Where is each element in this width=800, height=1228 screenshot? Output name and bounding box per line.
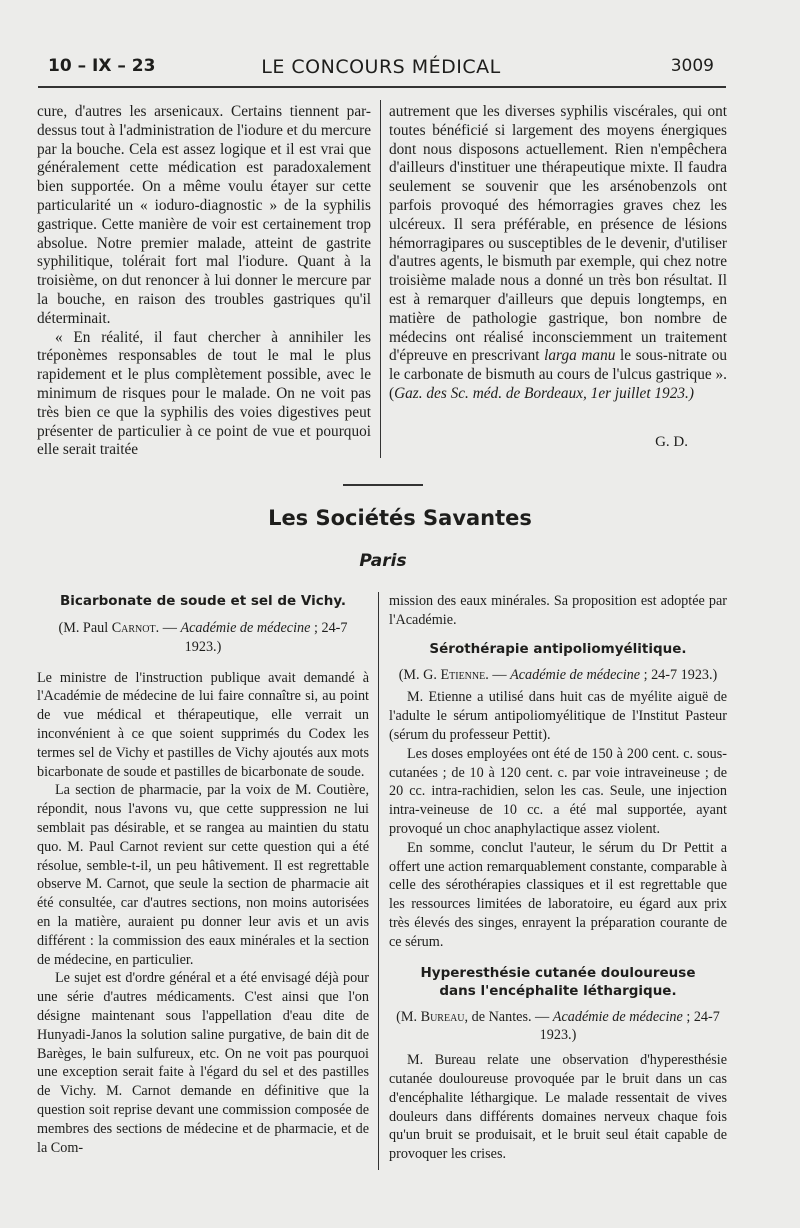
paragraph: « En réalité, il faut chercher à annihiler les tréponèmes responsables de tout le mal le plus rapidement et le plus complètement possible, avec le minimum de risques pour le malade. On ne voit pas très bien ce que la syphilis des voies digestives peut présenter de particulier à ce point de vue et pourquoi elle serait traitée — [37, 328, 371, 459]
source: Académie de médecine — [510, 666, 641, 683]
italic-phrase: larga manu — [544, 347, 616, 365]
byline-date: ; 24-7 1923.) — [184, 620, 348, 655]
column-rule — [378, 592, 379, 1170]
top-left-column — [37, 103, 371, 460]
paragraph: cure, d'autres les arsenicaux. Certains tiennent par-dessus tout à l'administration de l'iodure et du mercure par la bouche. Cela est assez logique et il est vrai que généralement cette médication est paradoxalement bien supportée. On a même voulu étayer sur cette particularité un « ioduro-diagnostic » de la syphilis gastrique. Cette manière de voir est certainement trop absolue. Notre premier malade, atteint de gastrite syphilitique, tolérait fort mal l'iodure. Quant à la troisième, on dut renoncer à lui donner le mercure par la bouche, en raison des troubles gastriques qu'il déterminait. — [37, 103, 371, 327]
paragraph: En somme, conclut l'auteur, le sérum du Dr Pettit a offert une action remarquablement constante, comparable à celle des sérothérapies classiques et il est regrettable que les ressources limitées de laboratoire, eu égard aux prix très élevés des singes, enrayent la préparation courante de ce sérum. — [389, 839, 727, 950]
article-title: Hyperesthésie cutanée douloureuse — [420, 964, 696, 981]
citation: Gaz. des Sc. méd. de Bordeaux, — [394, 384, 587, 402]
section-separator — [343, 484, 423, 486]
paragraph: Le sujet est d'ordre général et a été envisagé déjà pour une série d'autres médicaments. C'est ainsi que l'on désigne maintenant sous l'appellation d'eau dite de Hunyadi-Janos la solution saline purgative, de bain dit de Barèges, le bain sulfureux, etc. On ne voit pas pourquoi une exception serait faite à l'égard du sel et des pastilles de Vichy. M. Carnot demande en définitive que la question soit reprise devant une commission composée de membres des sections de médecine et de pharmacie, et de la Com- — [37, 970, 369, 1156]
paragraph: mission des eaux minérales. Sa proposition est adoptée par l'Académie. — [389, 593, 727, 628]
byline-mid: . — — [485, 666, 511, 683]
byline-prefix: (M. — [396, 1008, 421, 1025]
article-byline — [37, 619, 369, 657]
byline-prefix: (M. G. — [398, 666, 441, 683]
paragraph: La section de pharmacie, par la voix de M. Coutière, répondit, nous l'avons vu, que cette suppression ne lui semblait pas désirable, et se rangea au maintien du statu quo. M. Paul Carnot revient sur cette question qui a été résolue, semble-t-il, un peu hâtivement. Il est regrettable observe M. Carnot, que seule la section de pharmacie ait été consultée, car d'autres sections, non moins autorisées en la matière, auraient pu donner leur avis et un avis différent : la commission des eaux minérales et la section de médecine, en particulier. — [37, 782, 369, 968]
header-rule — [38, 86, 726, 88]
bottom-right-column — [389, 592, 727, 1164]
signature: G. D. — [655, 434, 688, 450]
byline-date: ; 24-7 1923.) — [640, 666, 718, 683]
running-header — [48, 56, 714, 82]
paragraph: Le ministre de l'instruction publique avait demandé à l'Académie de médecine de lui faire connaître si, au point de vue médical et thérapeutique, elle verrait un inconvénient à ce que soient supprimés du Codex les termes sel de Vichy et pastilles de Vichy ajoutés aux mots bicarbonate de soude et pastilles de bicarbonate de soude. — [37, 669, 369, 780]
section-title: Les Sociétés Savantes — [268, 506, 532, 530]
paragraph: M. Etienne a utilisé dans huit cas de myélite aiguë de l'adulte le sérum antipoliomyélitique de l'Institut Pasteur (sérum du professeur Pettit). — [389, 689, 727, 743]
author-name: Carnot — [111, 620, 156, 636]
author-name: Etienne — [440, 666, 486, 683]
article-title: Bicarbonate de soude et sel de Vichy. — [59, 593, 347, 609]
author-name: Bureau — [420, 1008, 465, 1025]
top-right-column — [389, 103, 727, 404]
citation-date: 1er juillet 1923.) — [586, 384, 694, 402]
paragraph — [389, 103, 727, 404]
city-heading: Paris — [359, 551, 407, 571]
byline-mid: , de Nantes. — — [464, 1008, 553, 1025]
page-number: 3009 — [670, 56, 714, 76]
journal-title: LE CONCOURS MÉDICAL — [261, 56, 501, 78]
byline-date: ; 24-7 1923.) — [539, 1008, 720, 1044]
header-date: 10 – IX – 23 — [48, 56, 156, 76]
source: Académie de médecine — [552, 1008, 683, 1025]
text: le sous-nitrate ou le carbonate de bismuth au cours de l'ulcus gastrique ». ( — [389, 347, 728, 402]
bottom-left-column — [37, 592, 369, 1157]
source: Académie de médecine — [180, 620, 311, 636]
byline-prefix: (M. Paul — [58, 620, 112, 636]
article-title: dans l'encéphalite léthargique. — [439, 982, 677, 999]
paragraph: M. Bureau relate une observation d'hyperesthésie cutanée douloureuse provoquée par le bruit dans un cas d'encéphalite léthargique. Le malade ressentait de vives douleurs dans différents domaines nerveux chaque fois qu'un bruit se produisait, et le bruit seul était capable de provoquer les crises. — [389, 1052, 727, 1163]
article-byline — [389, 1008, 727, 1046]
article-byline — [389, 666, 727, 685]
paragraph: Les doses employées ont été de 150 à 200 cent. c. sous-cutanées ; de 10 à 120 cent. c. par voie intraveineuse ; de 20 cc. intra-rachidien, selon les cas. Seule, une injection intra-veineuse de 10 cc. a été mal supportée, ayant provoqué un choc anaphylactique assez violent. — [389, 745, 727, 837]
text: autrement que les diverses syphilis viscérales, qui ont toutes bénéficié si largement des moyens énergiques dont nous disposons actuellement. Rien n'empêchera d'ailleurs d'instituer une thérapeutique mixte. Il faudra seulement se souvenir que les arsénobenzols ont parfois provoqué des hémorragies graves chez les ulcéreux. Il sera préférable, en présence de lésions hémorragipares ou susceptibles de le devenir, d'utiliser d'autres agents, le bismuth par exemple, qui chez notre troisième malade nous a donné un très bon résultat. Il est à remarquer d'ailleurs que depuis longtemps, en matière de pathologie gastrique, bon nombre de médecins ont réalisé inconsciemment un traitement d'épreuve en prescrivant — [389, 103, 727, 365]
article-title: Sérothérapie antipoliomyélitique. — [429, 640, 687, 657]
byline-mid: . — — [155, 620, 181, 636]
column-rule — [380, 100, 381, 458]
